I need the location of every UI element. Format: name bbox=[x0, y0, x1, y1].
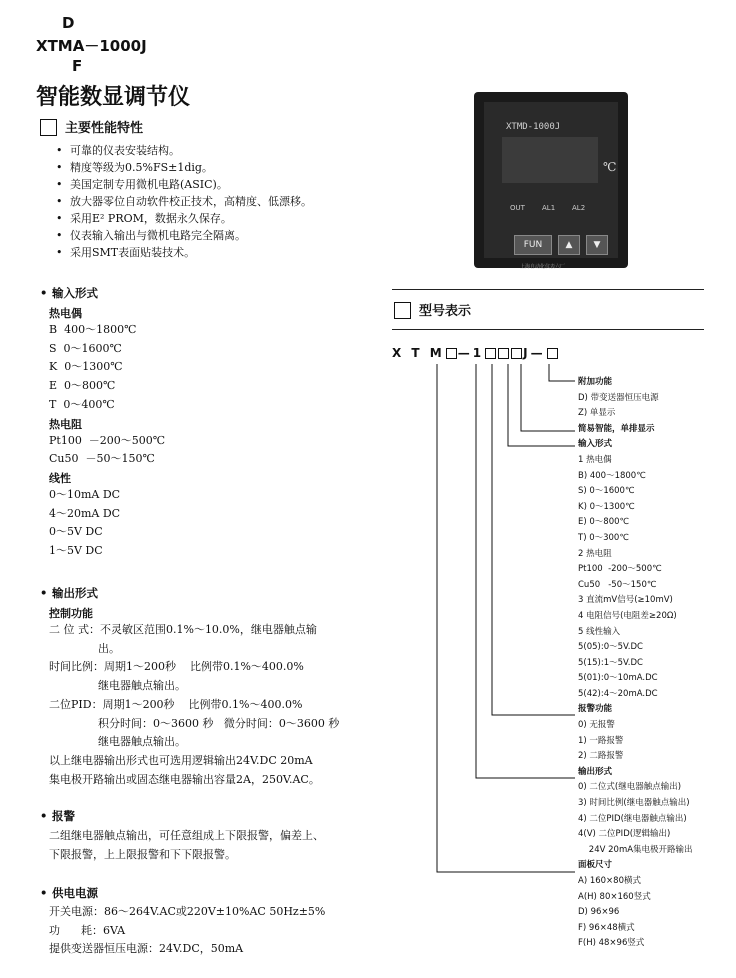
feature-item: • 美国定制专用微机电路(ASIC)。 bbox=[52, 176, 312, 193]
feature-item: • 采用E² PROM，数据永久保存。 bbox=[52, 210, 312, 227]
option-group-heading: 输入形式 bbox=[578, 439, 613, 450]
control-heading: 控制功能 bbox=[49, 607, 93, 620]
option-item: A) 160×80横式 bbox=[578, 876, 641, 886]
connector-line bbox=[437, 364, 575, 872]
connector-line bbox=[508, 364, 575, 446]
device-label-al1: AL1 bbox=[542, 204, 556, 212]
model-number: XTMA－1000J bbox=[36, 37, 147, 55]
connector-line bbox=[492, 364, 575, 715]
device-fun-button: FUN bbox=[514, 235, 552, 255]
code-dash: — bbox=[457, 346, 473, 360]
device-label-out: OUT bbox=[510, 204, 525, 212]
option-item: S) 0～1600℃ bbox=[578, 486, 635, 497]
text-line: 二组继电器触点输出，可任意组成上下限报警，偏差上、 bbox=[49, 829, 324, 842]
feature-item: • 放大器零位自动软件校正技术，高精度、低漂移。 bbox=[52, 193, 312, 210]
list-item: B 400～1800℃ bbox=[49, 323, 137, 336]
list-item: 1～5V DC bbox=[49, 544, 103, 558]
option-item: Pt100 -200～500℃ bbox=[578, 564, 662, 575]
option-item: B) 400～1800℃ bbox=[578, 470, 646, 481]
rtd-heading: 热电阻 bbox=[49, 417, 82, 431]
option-item: F(H) 48×96竖式 bbox=[578, 938, 645, 949]
option-item: 4) 二位PID(继电器触点输出) bbox=[578, 813, 687, 824]
list-item: S 0～1600℃ bbox=[49, 341, 122, 355]
feature-item: • 采用SMT表面贴装技术。 bbox=[52, 244, 312, 261]
option-item: 5(15):1～5V.DC bbox=[578, 657, 643, 668]
option-item: 5 线性输入 bbox=[578, 626, 621, 637]
list-item: 4～20mA DC bbox=[49, 506, 121, 520]
option-item: A(H) 80×160竖式 bbox=[578, 891, 651, 902]
option-item: 3 直流mV信号(≥10mV) bbox=[578, 595, 673, 606]
text-line: 出。 bbox=[49, 641, 120, 655]
code-j: J bbox=[523, 346, 531, 360]
device-brand: XTMD-1000J bbox=[506, 122, 561, 132]
text-line: 时间比例：周期1～200秒 比例带0.1%～400.0% bbox=[49, 660, 304, 674]
text-line: 提供变送器恒压电源：24V.DC，50mA bbox=[49, 942, 244, 956]
text-line: 下限报警，上上限报警和下下限报警。 bbox=[49, 847, 236, 861]
option-item: 4 电阻信号(电阻差≥20Ω) bbox=[578, 610, 677, 621]
option-item: 0) 无报警 bbox=[578, 720, 615, 731]
text-line: 二位PID：周期1～200秒 比例带0.1%～400.0% bbox=[49, 697, 303, 711]
text-line: 开关电源：86～264V.AC或220V±10%AC 50Hz±5% bbox=[49, 905, 326, 918]
connector-line bbox=[549, 364, 575, 381]
option-group-heading: 简易智能，单排显示 bbox=[578, 423, 655, 434]
list-item: Cu50 －50～150℃ bbox=[49, 452, 155, 466]
device-unit: ℃ bbox=[603, 160, 617, 174]
option-item: Z) 单显示 bbox=[578, 408, 616, 419]
device-label-al2: AL2 bbox=[572, 204, 586, 212]
option-item: E) 0～800℃ bbox=[578, 517, 630, 528]
option-item: 5(05):0～5V.DC bbox=[578, 642, 643, 653]
model-variant-bottom: F bbox=[72, 57, 83, 75]
option-item: 5(42):4～20mA.DC bbox=[578, 688, 658, 699]
feature-item: • 精度等级为0.5%FS±1dig。 bbox=[52, 159, 312, 176]
code-dash: — bbox=[530, 346, 546, 360]
power-heading: • 供电电源 bbox=[40, 886, 99, 900]
device-down-button: ▼ bbox=[586, 235, 608, 255]
input-heading: • 输入形式 bbox=[40, 286, 99, 300]
option-item: 4(V) 二位PID(逻辑输出) bbox=[578, 829, 671, 840]
option-item: 1 热电偶 bbox=[578, 454, 612, 465]
feature-item: • 仪表输入输出与微机电路完全隔离。 bbox=[52, 227, 312, 244]
code-prefix: X T M bbox=[392, 346, 445, 360]
list-item: E 0～800℃ bbox=[49, 379, 116, 393]
option-item: 0) 二位式(继电器触点输出) bbox=[578, 782, 682, 793]
text-line: 继电器触点输出。 bbox=[49, 679, 186, 693]
alarm-heading: • 报警 bbox=[40, 809, 76, 823]
code-one: 1 bbox=[472, 346, 485, 360]
linear-heading: 线性 bbox=[49, 471, 71, 485]
list-item: Pt100 －200～500℃ bbox=[49, 433, 166, 447]
option-item: 24V 20mA集电极开路输出 bbox=[578, 844, 693, 855]
text-line: 功 耗：6VA bbox=[49, 923, 126, 937]
list-item: 0～10mA DC bbox=[49, 487, 121, 501]
option-item: D) 带变送器恒压电源 bbox=[578, 392, 659, 403]
feature-item: • 可靠的仪表安装结构。 bbox=[52, 142, 312, 159]
output-heading: • 输出形式 bbox=[40, 586, 99, 600]
option-group-heading: 输出形式 bbox=[578, 766, 613, 777]
page-title: 智能数显调节仪 bbox=[36, 85, 191, 110]
text-line: 集电极开路输出或固态继电器输出容量2A，250V.AC。 bbox=[49, 772, 320, 786]
device-footer: 上海自动化仪表六厂 bbox=[520, 264, 566, 270]
connector-line bbox=[476, 364, 575, 778]
option-item: F) 96×48横式 bbox=[578, 922, 635, 933]
option-item: 1) 一路报警 bbox=[578, 735, 624, 746]
option-group-heading: 报警功能 bbox=[578, 704, 613, 715]
model-variant-top: D bbox=[62, 14, 75, 32]
list-item: T 0～400℃ bbox=[49, 397, 115, 411]
option-item: Cu50 -50～150℃ bbox=[578, 579, 657, 590]
list-item: 0～5V DC bbox=[49, 525, 103, 539]
model-code-heading: 型号表示 bbox=[394, 300, 471, 319]
option-item: D) 96×96 bbox=[578, 907, 620, 918]
list-item: K 0～1300℃ bbox=[49, 360, 123, 374]
connector-line bbox=[521, 364, 575, 431]
option-item: 3) 时间比例(继电器触点输出) bbox=[578, 798, 690, 809]
option-item: T) 0～300℃ bbox=[578, 532, 629, 543]
option-group-heading: 面板尺寸 bbox=[578, 860, 613, 871]
text-line: 继电器触点输出。 bbox=[49, 735, 186, 749]
option-item: 2 热电阻 bbox=[578, 548, 612, 559]
option-group-heading: 附加功能 bbox=[578, 377, 613, 387]
text-line: 以上继电器输出形式也可选用逻辑输出24V.DC 20mA bbox=[49, 753, 313, 767]
features-heading: 主要性能特性 bbox=[40, 117, 312, 136]
option-item: K) 0～1300℃ bbox=[578, 501, 635, 512]
text-line: 积分时间：0～3600 秒 微分时间：0～3600 秒 bbox=[49, 716, 340, 730]
thermocouple-heading: 热电偶 bbox=[49, 307, 82, 320]
text-line: 二 位 式：不灵敏区范围0.1%～10.0%，继电器触点输 bbox=[49, 623, 317, 636]
device-up-button: ▲ bbox=[558, 235, 580, 255]
option-item: 2) 二路报警 bbox=[578, 751, 624, 762]
model-code-options bbox=[578, 375, 693, 952]
option-item: 5(01):0～10mA.DC bbox=[578, 673, 658, 684]
